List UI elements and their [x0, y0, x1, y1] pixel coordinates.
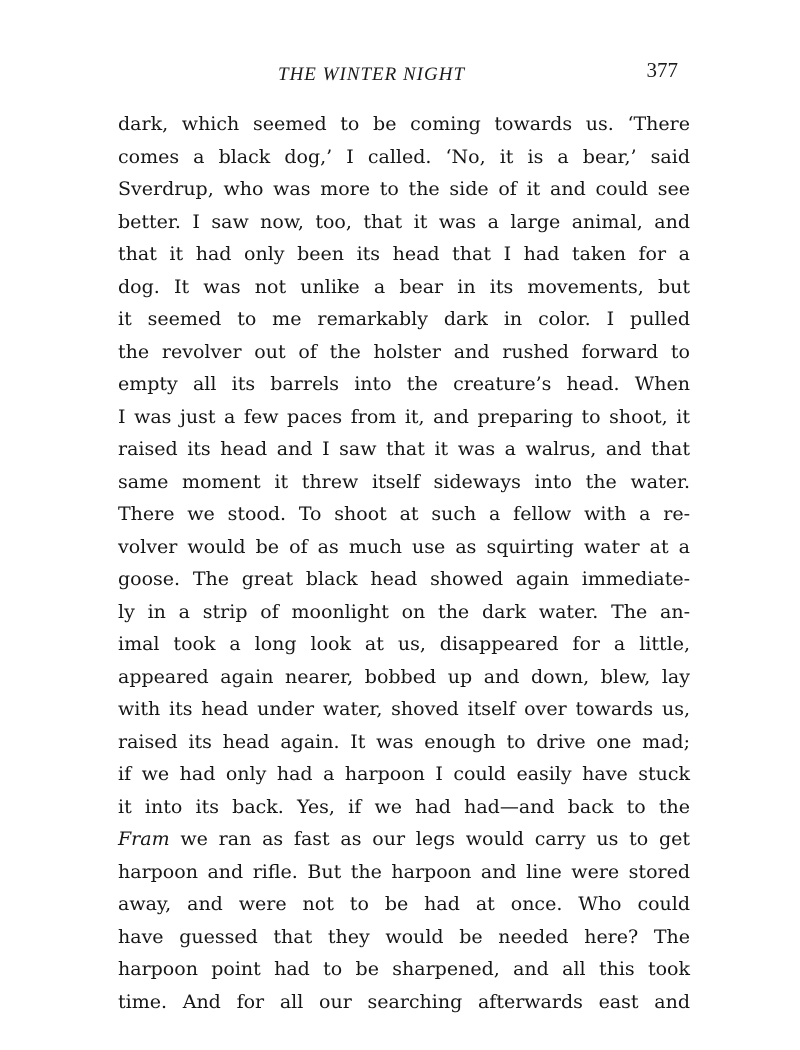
- text-line: appeared again nearer, bobbed up and down, blew, lay: [118, 665, 690, 688]
- text-line: if we had only had a harpoon I could easily have stuck: [118, 763, 690, 785]
- text-line: raised its head and I saw that it was a walrus, and that: [118, 438, 690, 460]
- page-number: 377: [646, 58, 678, 82]
- text-line: I was just a few paces from it, and preparing to shoot, it: [118, 405, 690, 428]
- text-line: empty all its barrels into the creature’s head. When: [118, 373, 690, 395]
- text-line: it into its back. Yes, if we had had—and back to the: [118, 795, 690, 818]
- text-line: ly in a strip of moonlight on the dark water. The an-: [118, 600, 690, 623]
- ship-name: Fram: [118, 828, 170, 850]
- body-text: [118, 108, 690, 1018]
- text-line: goose. The great black head showed again immediate-: [118, 568, 690, 590]
- text-line-with-italic: [118, 823, 690, 856]
- text-line: away, and were not to be had at once. Who could: [118, 893, 690, 915]
- text-line: imal took a long look at us, disappeared for a little,: [118, 633, 690, 655]
- text-line: the revolver out of the holster and rushed forward to: [118, 340, 690, 363]
- text-line: with its head under water, shoved itself over towards us,: [118, 698, 690, 720]
- running-head: [118, 58, 688, 92]
- text-line: it seemed to me remarkably dark in color. I pulled: [118, 308, 690, 330]
- text-line: Sverdrup, who was more to the side of it and could see: [118, 178, 690, 200]
- text-line: that it had only been its head that I had taken for a: [118, 243, 690, 265]
- running-title: THE WINTER NIGHT: [278, 64, 466, 85]
- text-line-remainder: we ran as fast as our legs would carry us to get: [169, 828, 690, 850]
- text-line: comes a black dog,’ I called. ‘No, it is a bear,’ said: [118, 145, 690, 168]
- text-line: better. I saw now, too, that it was a large animal, and: [118, 210, 690, 233]
- text-line: harpoon and rifle. But the harpoon and line were stored: [118, 860, 690, 883]
- text-line: volver would be of as much use as squirting water at a: [118, 535, 690, 558]
- text-line: harpoon point had to be sharpened, and all this took: [118, 958, 690, 980]
- text-line: time. And for all our searching afterwards east and: [118, 990, 690, 1013]
- text-line: same moment it threw itself sideways into the water.: [118, 470, 690, 493]
- text-line: dark, which seemed to be coming towards us. ‘There: [118, 113, 690, 135]
- text-line: There we stood. To shoot at such a fellow with a re-: [118, 503, 690, 525]
- text-line: have guessed that they would be needed here? The: [118, 925, 690, 948]
- text-line: raised its head again. It was enough to drive one mad;: [118, 730, 690, 753]
- text-line: dog. It was not unlike a bear in its movements, but: [118, 275, 690, 298]
